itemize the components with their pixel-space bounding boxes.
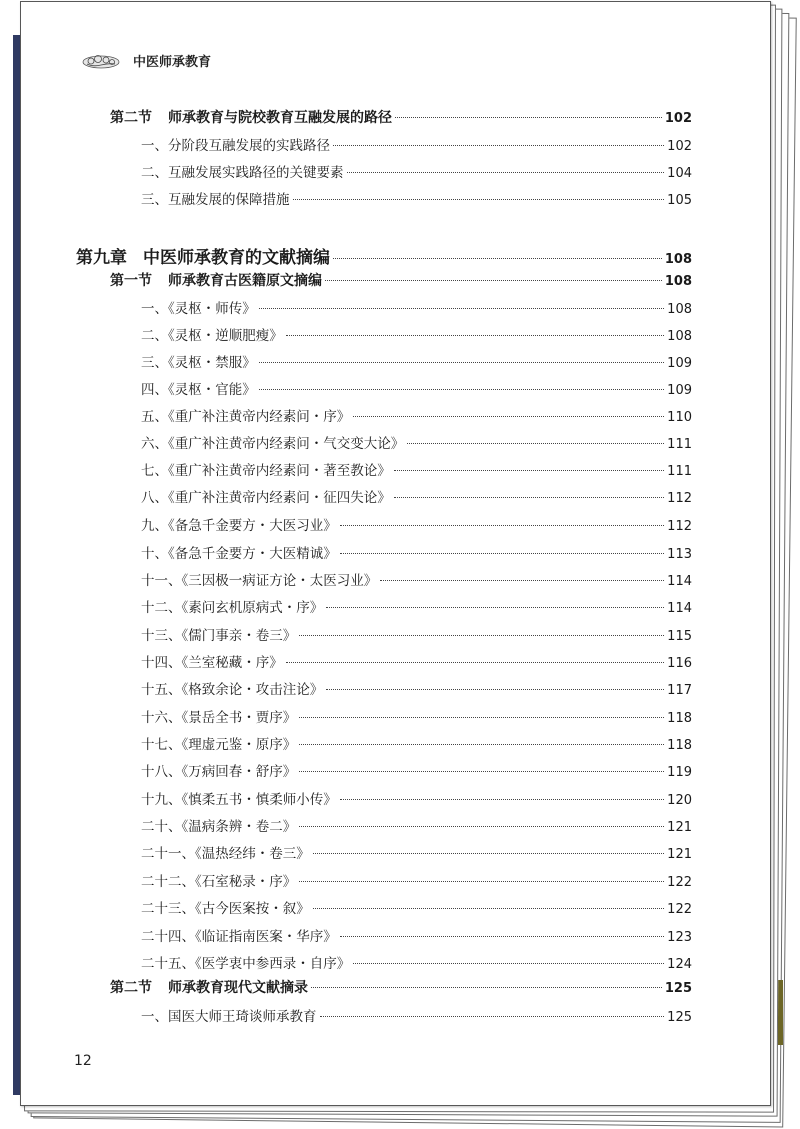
toc-page-number: 122 bbox=[667, 902, 692, 917]
dot-leader bbox=[394, 497, 664, 498]
dot-leader bbox=[326, 607, 664, 608]
toc-entry-title bbox=[141, 405, 350, 425]
toc-entry-text: 八、《重广补注黄帝内经素问・征四失论》 bbox=[141, 490, 391, 506]
toc-page-number: 117 bbox=[667, 683, 692, 698]
toc-entry[interactable] bbox=[141, 815, 692, 835]
toc-entry-title bbox=[141, 925, 337, 945]
toc-page bbox=[20, 1, 771, 1106]
dot-leader bbox=[320, 1016, 665, 1017]
table-of-contents bbox=[21, 2, 770, 1105]
dot-leader bbox=[394, 470, 664, 471]
toc-page-number: 121 bbox=[667, 820, 692, 835]
toc-entry-title bbox=[141, 297, 256, 317]
toc-page-number: 102 bbox=[667, 139, 692, 154]
toc-page-number: 108 bbox=[667, 329, 692, 344]
toc-entry-text: 七、《重广补注黄帝内经素问・著至教论》 bbox=[141, 463, 391, 479]
toc-entry-text: 二十二、《石室秘录・序》 bbox=[141, 874, 297, 890]
toc-entry-text: 一、分阶段互融发展的实践路径 bbox=[141, 138, 330, 154]
toc-entry[interactable] bbox=[141, 486, 692, 506]
toc-entry[interactable] bbox=[141, 897, 692, 917]
toc-entry-title bbox=[141, 842, 310, 862]
toc-section-entry[interactable] bbox=[110, 107, 692, 127]
toc-entry[interactable] bbox=[141, 788, 692, 808]
toc-entry-title bbox=[141, 486, 391, 506]
toc-page-number: 102 bbox=[664, 111, 692, 126]
toc-entry-text: 十五、《格致余论・攻击注论》 bbox=[141, 682, 324, 698]
dot-leader bbox=[286, 335, 664, 336]
toc-entry[interactable] bbox=[141, 624, 692, 644]
toc-entry-text: 三、《灵枢・禁服》 bbox=[141, 355, 256, 371]
toc-page-number: 114 bbox=[667, 574, 692, 589]
toc-entry-text: 十六、《景岳全书・贾序》 bbox=[141, 710, 297, 726]
dot-leader bbox=[333, 145, 664, 146]
toc-entry-text: 十、《备急千金要方・大医精诚》 bbox=[141, 546, 337, 562]
dot-leader bbox=[299, 635, 664, 636]
toc-entry[interactable] bbox=[141, 706, 692, 726]
toc-entry[interactable] bbox=[141, 459, 692, 479]
toc-entry-number: 第二节 bbox=[110, 110, 152, 126]
toc-page-number: 121 bbox=[667, 847, 692, 862]
toc-entry[interactable] bbox=[141, 760, 692, 780]
toc-entry-number: 第九章 bbox=[76, 248, 127, 268]
toc-entry-title bbox=[141, 596, 323, 616]
toc-entry-text: 师承教育现代文献摘录 bbox=[168, 980, 308, 996]
toc-entry-text: 十一、《三因极一病证方论・太医习业》 bbox=[141, 573, 378, 589]
dot-leader bbox=[407, 443, 664, 444]
toc-entry-title bbox=[141, 788, 337, 808]
toc-entry-title bbox=[141, 706, 296, 726]
toc-entry-text: 四、《灵枢・官能》 bbox=[141, 382, 256, 398]
toc-entry[interactable] bbox=[141, 1005, 692, 1025]
toc-entry-title bbox=[141, 815, 296, 835]
toc-page-number: 112 bbox=[667, 491, 692, 506]
toc-section-entry[interactable] bbox=[110, 270, 692, 290]
toc-entry-title bbox=[141, 161, 344, 181]
toc-entry-text: 二、《灵枢・逆顺肥瘦》 bbox=[141, 328, 283, 344]
toc-entry-text: 十二、《素问玄机原病式・序》 bbox=[141, 600, 324, 616]
toc-page-number: 110 bbox=[667, 410, 692, 425]
toc-entry-title bbox=[141, 870, 296, 890]
toc-page-number: 109 bbox=[667, 383, 692, 398]
dot-leader bbox=[286, 662, 664, 663]
toc-entry-title bbox=[141, 378, 256, 398]
toc-entry-number: 第二节 bbox=[110, 980, 152, 996]
toc-entry-title bbox=[141, 651, 283, 671]
dot-leader bbox=[299, 717, 664, 718]
toc-entry-title bbox=[141, 134, 330, 154]
dot-leader bbox=[326, 689, 664, 690]
toc-entry-text: 二十一、《温热经纬・卷三》 bbox=[141, 846, 310, 862]
toc-entry[interactable] bbox=[141, 324, 692, 344]
dot-leader bbox=[293, 199, 665, 200]
toc-entry-title bbox=[141, 897, 310, 917]
toc-entry-title bbox=[76, 243, 330, 268]
toc-entry[interactable] bbox=[141, 161, 692, 181]
toc-page-number: 113 bbox=[667, 547, 692, 562]
dot-leader bbox=[259, 362, 664, 363]
dot-leader bbox=[299, 744, 664, 745]
toc-entry[interactable] bbox=[141, 733, 692, 753]
toc-entry-text: 二、互融发展实践路径的关键要素 bbox=[141, 165, 344, 181]
toc-page-number: 118 bbox=[667, 738, 692, 753]
toc-entry[interactable] bbox=[141, 952, 692, 972]
dot-leader bbox=[325, 280, 662, 281]
toc-page-number: 116 bbox=[667, 656, 692, 671]
toc-entry-title bbox=[141, 542, 337, 562]
toc-entry-title bbox=[141, 624, 296, 644]
toc-entry-title bbox=[141, 678, 323, 698]
toc-entry-title bbox=[141, 569, 377, 589]
toc-entry-title bbox=[141, 459, 391, 479]
toc-page-number: 111 bbox=[667, 464, 692, 479]
toc-entry[interactable] bbox=[141, 188, 692, 208]
toc-entry-text: 十四、《兰室秘藏・序》 bbox=[141, 655, 283, 671]
toc-entry-title bbox=[141, 733, 296, 753]
toc-entry-text: 二十、《温病条辨・卷二》 bbox=[141, 819, 297, 835]
toc-page-number: 125 bbox=[667, 1010, 692, 1025]
toc-entry-title bbox=[141, 351, 256, 371]
toc-entry-text: 师承教育与院校教育互融发展的路径 bbox=[168, 110, 392, 126]
toc-entry[interactable] bbox=[141, 596, 692, 616]
toc-entry-number: 第一节 bbox=[110, 273, 152, 289]
toc-entry[interactable] bbox=[141, 842, 692, 862]
toc-entry-text: 十九、《慎柔五书・慎柔师小传》 bbox=[141, 792, 337, 808]
toc-page-number: 118 bbox=[667, 711, 692, 726]
toc-page-number: 119 bbox=[667, 765, 692, 780]
dot-leader bbox=[395, 117, 662, 118]
dot-leader bbox=[353, 963, 664, 964]
toc-entry-text: 九、《备急千金要方・大医习业》 bbox=[141, 518, 337, 534]
page-number: 12 bbox=[74, 1053, 92, 1069]
toc-entry-title bbox=[141, 514, 337, 534]
toc-chapter-entry[interactable] bbox=[76, 243, 692, 268]
toc-entry-text: 十三、《儒门事亲・卷三》 bbox=[141, 628, 297, 644]
toc-page-number: 104 bbox=[667, 166, 692, 181]
toc-entry[interactable] bbox=[141, 514, 692, 534]
toc-entry-title bbox=[110, 977, 308, 997]
toc-entry[interactable] bbox=[141, 405, 692, 425]
toc-page-number: 108 bbox=[664, 274, 692, 289]
toc-section-entry[interactable] bbox=[110, 977, 692, 997]
toc-page-number: 122 bbox=[667, 875, 692, 890]
toc-page-number: 124 bbox=[667, 957, 692, 972]
dot-leader bbox=[340, 799, 664, 800]
toc-entry-title bbox=[141, 760, 296, 780]
toc-entry[interactable] bbox=[141, 378, 692, 398]
toc-page-number: 120 bbox=[667, 793, 692, 808]
toc-page-number: 108 bbox=[664, 252, 692, 267]
dot-leader bbox=[340, 525, 664, 526]
dot-leader bbox=[259, 389, 664, 390]
toc-page-number: 115 bbox=[667, 629, 692, 644]
dot-leader bbox=[340, 936, 664, 937]
toc-page-number: 111 bbox=[667, 437, 692, 452]
toc-entry-text: 中医师承教育的文献摘编 bbox=[143, 248, 330, 268]
toc-entry-title bbox=[141, 432, 404, 452]
dot-leader bbox=[299, 771, 664, 772]
toc-page-number: 123 bbox=[667, 930, 692, 945]
toc-entry[interactable] bbox=[141, 651, 692, 671]
toc-entry-text: 十七、《理虚元鉴・原序》 bbox=[141, 737, 297, 753]
dot-leader bbox=[313, 853, 664, 854]
toc-entry-title bbox=[110, 270, 322, 290]
dot-leader bbox=[333, 258, 662, 259]
toc-entry-text: 一、《灵枢・师传》 bbox=[141, 301, 256, 317]
toc-page-number: 125 bbox=[664, 981, 692, 996]
toc-entry[interactable] bbox=[141, 569, 692, 589]
dot-leader bbox=[347, 172, 665, 173]
toc-entry-title bbox=[110, 107, 392, 127]
toc-entry-title bbox=[141, 952, 350, 972]
toc-entry-text: 二十五、《医学衷中参西录・自序》 bbox=[141, 956, 351, 972]
toc-entry-text: 一、国医大师王琦谈师承教育 bbox=[141, 1009, 317, 1025]
toc-entry[interactable] bbox=[141, 297, 692, 317]
dot-leader bbox=[299, 881, 664, 882]
toc-entry-text: 师承教育古医籍原文摘编 bbox=[168, 273, 322, 289]
toc-entry-text: 十八、《万病回春・舒序》 bbox=[141, 764, 297, 780]
toc-entry[interactable] bbox=[141, 134, 692, 154]
toc-entry[interactable] bbox=[141, 870, 692, 890]
toc-entry-text: 三、互融发展的保障措施 bbox=[141, 192, 290, 208]
toc-entry-title bbox=[141, 324, 283, 344]
dot-leader bbox=[340, 553, 664, 554]
dot-leader bbox=[353, 416, 664, 417]
toc-page-number: 108 bbox=[667, 302, 692, 317]
toc-entry[interactable] bbox=[141, 678, 692, 698]
toc-entry[interactable] bbox=[141, 351, 692, 371]
toc-page-number: 109 bbox=[667, 356, 692, 371]
toc-entry-text: 六、《重广补注黄帝内经素问・气交变大论》 bbox=[141, 436, 405, 452]
dot-leader bbox=[299, 826, 664, 827]
toc-page-number: 114 bbox=[667, 601, 692, 616]
toc-entry-title bbox=[141, 188, 290, 208]
toc-page-number: 105 bbox=[667, 193, 692, 208]
toc-entry-text: 二十四、《临证指南医案・华序》 bbox=[141, 929, 337, 945]
toc-entry-text: 五、《重广补注黄帝内经素问・序》 bbox=[141, 409, 351, 425]
dot-leader bbox=[311, 987, 662, 988]
toc-entry[interactable] bbox=[141, 542, 692, 562]
dot-leader bbox=[313, 908, 664, 909]
dot-leader bbox=[259, 308, 664, 309]
toc-page-number: 112 bbox=[667, 519, 692, 534]
toc-entry[interactable] bbox=[141, 925, 692, 945]
header-title: 中医师承教育 bbox=[133, 54, 212, 70]
toc-entry-title bbox=[141, 1005, 317, 1025]
toc-entry[interactable] bbox=[141, 432, 692, 452]
toc-entry-text: 二十三、《古今医案按・叙》 bbox=[141, 901, 310, 917]
dot-leader bbox=[380, 580, 664, 581]
